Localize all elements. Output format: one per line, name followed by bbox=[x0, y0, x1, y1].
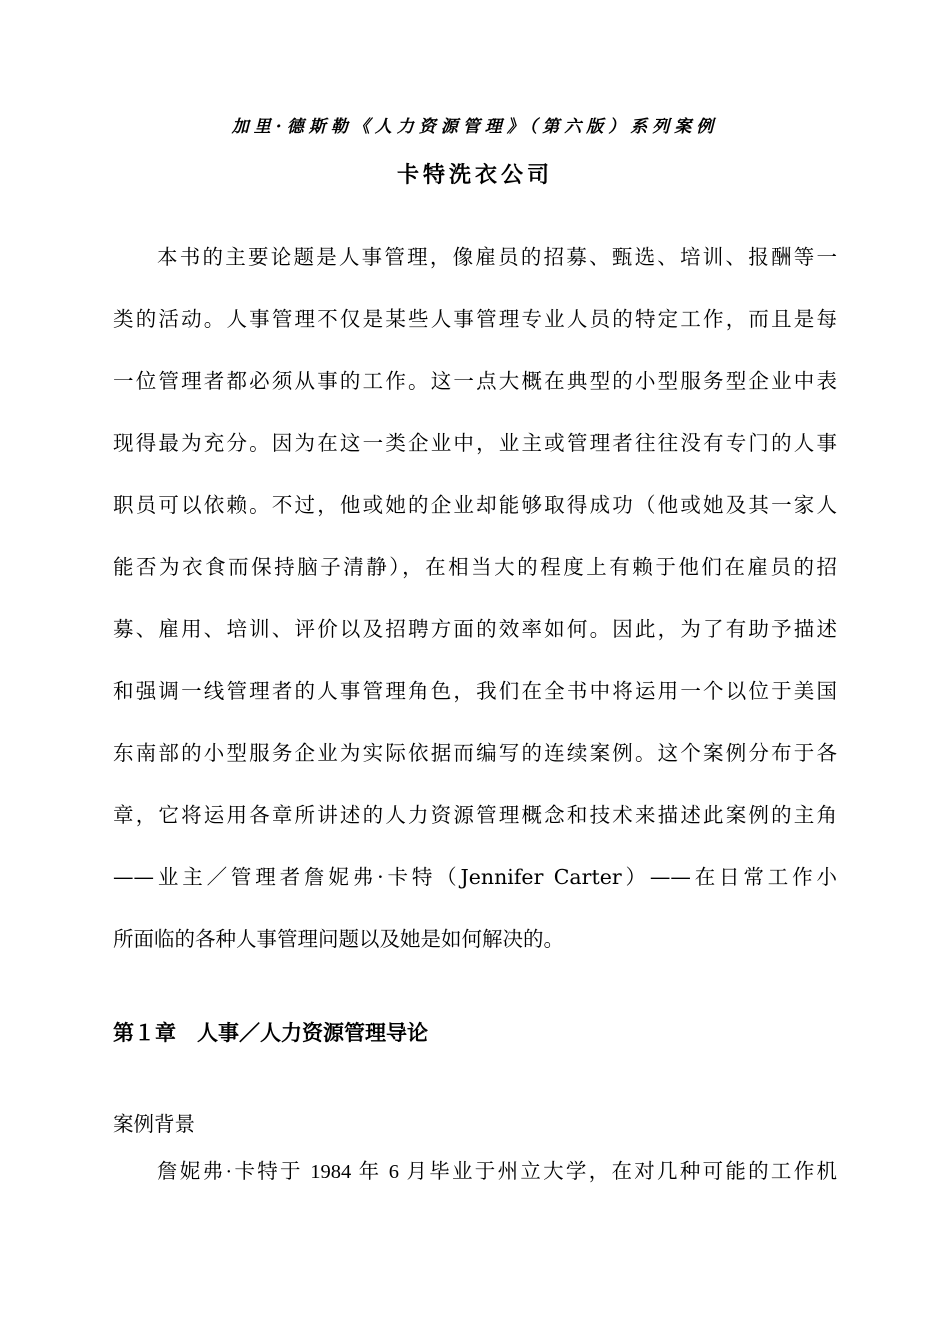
paragraph-line: 本书的主要论题是人事管理，像雇员的招募、甄选、培训、报酬等一 bbox=[157, 245, 837, 269]
paragraph-line: 和强调一线管理者的人事管理角色，我们在全书中将运用一个以位于美国 bbox=[113, 679, 837, 703]
paragraph-line: 东南部的小型服务企业为实际依据而编写的连续案例。这个案例分布于各 bbox=[113, 741, 837, 765]
chapter-heading: 第１章 人事／人力资源管理导论 bbox=[113, 1021, 428, 1045]
paragraph-line: 类的活动。人事管理不仅是某些人事管理专业人员的特定工作，而且是每 bbox=[113, 307, 837, 331]
series-header: 加里·德斯勒《人力资源管理》（第六版）系列案例 bbox=[231, 117, 719, 137]
paragraph-line: 能否为衣食而保持脑子清静），在相当大的程度上有赖于他们在雇员的招 bbox=[113, 555, 837, 579]
paragraph-line: 一位管理者都必须从事的工作。这一点大概在典型的小型服务型企业中表 bbox=[113, 369, 837, 393]
document-title: 卡特洗衣公司 bbox=[396, 163, 553, 188]
body-paragraph-line: 詹妮弗·卡特于 1984 年 6 月毕业于州立大学，在对几种可能的工作机 bbox=[157, 1161, 837, 1183]
intro-paragraph bbox=[113, 242, 837, 986]
paragraph-line: ——业主／管理者詹妮弗·卡特（Jennifer Carter）——在日常工作小 bbox=[113, 865, 837, 889]
paragraph-line: 现得最为充分。因为在这一类企业中，业主或管理者往往没有专门的人事 bbox=[113, 431, 837, 455]
paragraph-line: 职员可以依赖。不过，他或她的企业却能够取得成功（他或她及其一家人 bbox=[113, 493, 837, 517]
paragraph-line: 所面临的各种人事管理问题以及她是如何解决的。 bbox=[113, 927, 564, 951]
paragraph-line: 募、雇用、培训、评价以及招聘方面的效率如何。因此，为了有助予描述 bbox=[113, 617, 837, 641]
paragraph-line: 章，它将运用各章所讲述的人力资源管理概念和技术来描述此案例的主角 bbox=[113, 803, 837, 827]
section-heading: 案例背景 bbox=[113, 1112, 195, 1136]
